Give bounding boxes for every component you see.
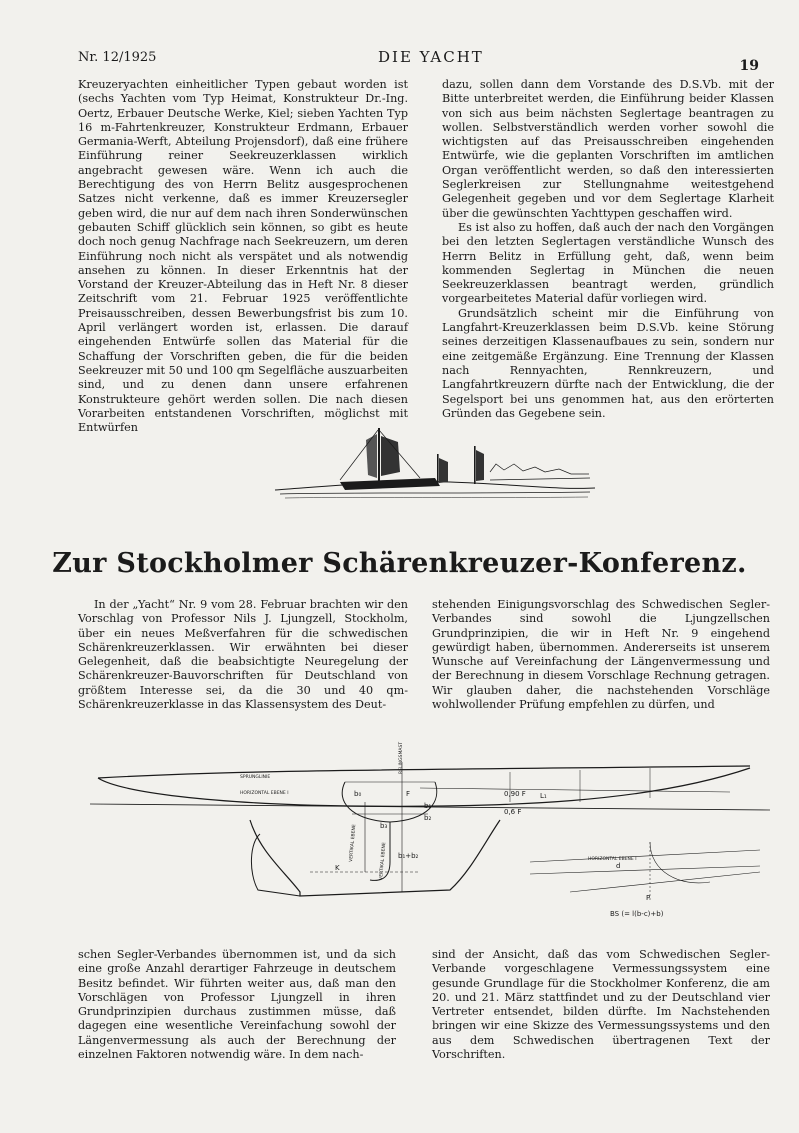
- paragraph: Kreuzeryachten einheitlicher Typen gebaut worden ist (sechs Yachten vom Typ Heimat, Konstrukteur Dr.-Ing. Oertz, Erbauer Deutsche Werke, Kiel; sieben Yachten Typ 16 m-Fahrtenkreuzer, Konstrukteur Erdmann, Erbauer Germania-Werft, Abteilung Projensdorf), daß eine frühere Einführung reiner Seekreuzerklassen wirklich angebracht gewesen wäre. Wenn ich auch die Berechtigung des von Herrn Belitz ausgesprochenen Satzes nicht verkenne, daß es immer Kreuzersegler geben wird, die nur auf dem nach ihren Sonderwünschen gebauten Schiff glücklich sein können, so gibt es heute doch noch genug Nachfrage nach Seekreuzern, um deren Einführung noch nicht als verspätet und als notwendig ansehen zu können. In dieser Erkenntnis hat der Vorstand der Kreuzer-Abteilung das in Heft Nr. 8 dieser Zeitschrift vom 21. Februar 1925 veröffentlichte Preisausschreiben, dessen Bewerbungsfrist bis zum 10. April verlängert worden ist, erlassen. Die darauf eingehenden Entwürfe sollen das Material für die Schaffung der Vorschriften geben, die für die beiden Seekreuzer mit 50 und 100 qm Segelfläche auszuarbeiten sind, und zu denen dann unsere erfahrenen Konstrukteure gehört werden sollen. Die nach diesen Vorarbeiten entstandenen Vorschriften, möglichst mit Entwürfen: [78, 78, 408, 435]
- measurement-diagram: [90, 741, 770, 942]
- label-sprunglinie: SPRUNGLINIE: [240, 775, 271, 780]
- label-l1: L₁: [540, 792, 547, 800]
- text-column-bottom-right: [432, 948, 770, 1062]
- label-vertikal-ebene: VERTIKAL EBENE: [349, 824, 358, 863]
- label-horizontal-ebene-small: HORIZONTAL EBENE I: [588, 857, 637, 862]
- page-number: 19: [739, 58, 759, 74]
- text-column-bottom-left: [78, 948, 396, 1062]
- label-k: K: [335, 864, 340, 872]
- paragraph: Es ist also zu hoffen, daß auch der nach den Vorgängen bei den letzten Seglertagen verständliche Wunsch des Herrn Belitz in Erfüllung geht, daß, wenn beim kommenden Seglertag in München die neuen Seekreuzerklassen beantragt werden, gründlich vorgearbeitetes Material dafür vorliegen wird.: [442, 220, 774, 306]
- hull-measurement-drawing: [90, 741, 770, 942]
- sailing-ships-vignette: [270, 420, 600, 530]
- article-headline: Zur Stockholmer Schärenkreuzer-Konferenz.: [52, 548, 747, 579]
- issue-number: Nr. 12/1925: [78, 50, 157, 65]
- label-horizontal-ebene: HORIZONTAL EBENE I: [240, 791, 289, 796]
- label-0-6-f: 0,6 F: [504, 808, 522, 816]
- label-formula: BS (= l(b-c)+b): [610, 910, 664, 918]
- label-b1: b₁: [424, 802, 432, 810]
- paragraph: Grundsätzlich scheint mir die Einführung von Langfahrt-Kreuzerklassen beim D.S.Vb. keine Störung seines derzeitigen Klassenaufbaues zu sein, sondern nur eine zeitgemäße Ergänzung. Eine Trennung der Klassen nach Rennyachten, Rennkreuzern, und Langfahrtkreuzern dürfte nach der Entwicklung, die der Segelsport bei uns genommen hat, aus den erörterten Gründen das Gegebene sein.: [442, 306, 774, 420]
- label-b1-plus-b2: b₁+b₂: [398, 852, 419, 860]
- label-b2: b₂: [424, 814, 432, 822]
- text-column-mid-left: [78, 598, 408, 712]
- journal-title: DIE YACHT: [378, 48, 484, 66]
- label-0-90-f: 0,90 F: [504, 790, 526, 798]
- paragraph: stehenden Einigungsvorschlag des Schwedischen Segler-Verbandes sind sowohl die Ljungzellschen Grundprinzipien, die wir in Heft Nr. 9 eingehend gewürdigt haben, übernommen. Andererseits ist unserem Wunsche auf Vereinfachung der Längenvermessung und der Berechnung in diesem Vorschlage Rechnung getragen. Wir glauben daher, die nachstehenden Vorschläge wohlwollender Prüfung empfehlen zu dürfen, und: [432, 598, 770, 712]
- page-header: [78, 50, 759, 72]
- text-column-mid-right: [432, 598, 770, 712]
- sailing-ships-illustration: [270, 420, 600, 530]
- paragraph: sind der Ansicht, daß das vom Schwedischen Segler-Verbande vorgeschlagene Vermessungssystem eine gesunde Grundlage für die Stockholmer Konferenz, die am 20. und 21. März stattfindet und zu der Deutschland vier Vertreter entsendet, bilden dürfte. Im Nachstehenden bringen wir eine Skizze des Vermessungssystems und den aus dem Schwedischen übertragenen Text der Vorschriften.: [432, 948, 770, 1062]
- label-d: d: [616, 862, 621, 870]
- paragraph: In der „Yacht“ Nr. 9 vom 28. Februar brachten wir den Vorschlag von Professor Nils J. Ljungzell, Stockholm, über ein neues Meßverfahren für die schwedischen Schärenkreuzerklassen. Wir erwähnten bei dieser Gelegenheit, daß die beabsichtigte Neuregelung der Schärenkreuzer-Bauvorschriften für Deutschland von größtem Interesse sei, da die 30 und 40 qm-Schärenkreuzerklasse in das Klassensystem des Deut-: [78, 598, 408, 712]
- label-relingsmast: RELINGSMAST: [399, 741, 404, 774]
- paragraph: schen Segler-Verbandes übernommen ist, und da sich eine große Anzahl derartiger Fahrzeuge in deutschem Besitz befindet. Wir führten weiter aus, daß man den Vorschlägen von Professor Ljungzell in ihren Grundprinzipien durchaus zustimmen müsse, daß dagegen eine wesentliche Vereinfachung sowohl der Längenvermessung als auch der Berechnung der einzelnen Faktoren notwendig wäre. In dem nach-: [78, 948, 396, 1062]
- paragraph: dazu, sollen dann dem Vorstande des D.S.Vb. mit der Bitte unterbreitet werden, die Einführung beider Klassen von sich aus beim nächsten Seglertage beantragen zu wollen. Selbstverständlich werden vorher sowohl die wichtigsten auf das Preisausschreiben eingehenden Entwürfe, wie die geplanten Vorschriften im amtlichen Organ veröffentlicht werden, so daß den interessierten Seglerkreisen zur Stellungnahme weitestgehend Gelegenheit gegeben und vor dem Seglertage Klarheit über die gewünschten Yachttypen geschaffen wird.: [442, 78, 774, 220]
- label-f: F: [406, 790, 411, 798]
- label-b0: b₀: [354, 790, 362, 798]
- text-column-top-right: [442, 78, 774, 421]
- label-b3: b₃: [380, 822, 388, 830]
- text-column-top-left: [78, 78, 408, 435]
- label-p: P: [646, 894, 651, 902]
- label-vertikal-ebene-2: VERTIKAL EBENE: [379, 842, 388, 881]
